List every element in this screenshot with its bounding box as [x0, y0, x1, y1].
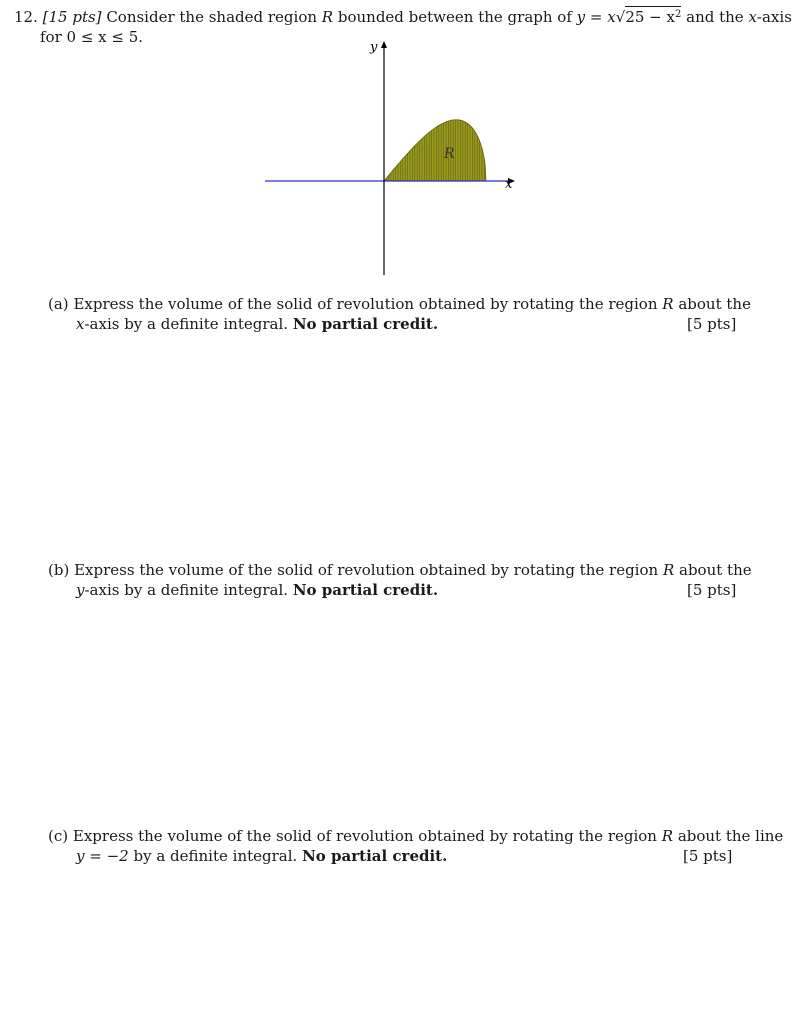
part-b-region: R — [662, 561, 675, 579]
y-axis-label: y — [370, 40, 378, 55]
x-var: x — [607, 8, 616, 26]
shaded-region — [384, 120, 486, 181]
equals: = — [589, 8, 603, 26]
part-c-text-1: Express the volume of the solid of revolution obtained by rotating the region — [72, 827, 657, 845]
problem-text-3: and the — [686, 8, 744, 26]
part-c-text-2: about the line — [677, 827, 784, 845]
x-axis-var: x — [748, 8, 757, 26]
part-b-text-2: about the — [679, 561, 752, 579]
part-c-line-2 — [76, 846, 447, 866]
radicand: $25 - x^2$ — [625, 8, 682, 26]
problem-points: [15 pts] — [42, 8, 102, 26]
problem-text-2: bounded between the graph of — [337, 8, 572, 26]
part-b — [48, 560, 752, 580]
part-c-line2-text: by a definite integral. — [133, 847, 298, 865]
part-a-no-credit: No partial credit. — [292, 315, 439, 333]
part-b-label: (b) — [48, 561, 70, 579]
part-a-region: R — [662, 295, 674, 313]
part-b-points: [5 pts] — [687, 581, 737, 599]
y-var: y — [576, 8, 586, 26]
part-a-line-2 — [76, 314, 438, 334]
region-fill — [384, 120, 486, 181]
part-c — [48, 826, 783, 846]
part-b-text-1: Express the volume of the solid of revolution obtained by rotating the region — [74, 561, 659, 579]
part-c-var: y = −2 — [76, 847, 129, 865]
problem-number: 12. — [14, 8, 38, 26]
region-graph — [0, 0, 769, 300]
radical-sign: √ — [615, 8, 626, 26]
part-c-label: (c) — [48, 827, 69, 845]
problem-text-1: Consider the shaded region — [106, 8, 318, 26]
part-b-line2-text: -axis by a definite integral. — [84, 581, 289, 599]
region-var: R — [321, 8, 334, 26]
problem-domain: for 0 ≤ x ≤ 5. — [40, 28, 144, 46]
x-axis-label: x — [505, 177, 513, 192]
problem-text-4: -axis — [756, 8, 792, 26]
part-c-no-credit: No partial credit. — [302, 847, 448, 865]
part-a-text-1: Express the volume of the solid of revolution obtained by rotating the region — [73, 295, 658, 313]
part-a — [48, 294, 751, 314]
part-a-text-2: about the — [678, 295, 751, 313]
part-c-region: R — [661, 827, 674, 845]
part-a-label: (a) — [48, 295, 69, 313]
exponent: 2 — [674, 9, 682, 20]
region-label: R — [444, 146, 455, 162]
part-b-no-credit: No partial credit. — [292, 581, 439, 599]
part-b-var: y — [76, 581, 85, 599]
part-b-line-2 — [76, 580, 438, 600]
y-axis-arrow — [381, 41, 387, 48]
part-a-points: [5 pts] — [687, 315, 737, 333]
part-a-var: x — [76, 315, 85, 333]
part-a-line2-text: -axis by a definite integral. — [84, 315, 289, 333]
part-c-points: [5 pts] — [683, 847, 733, 865]
